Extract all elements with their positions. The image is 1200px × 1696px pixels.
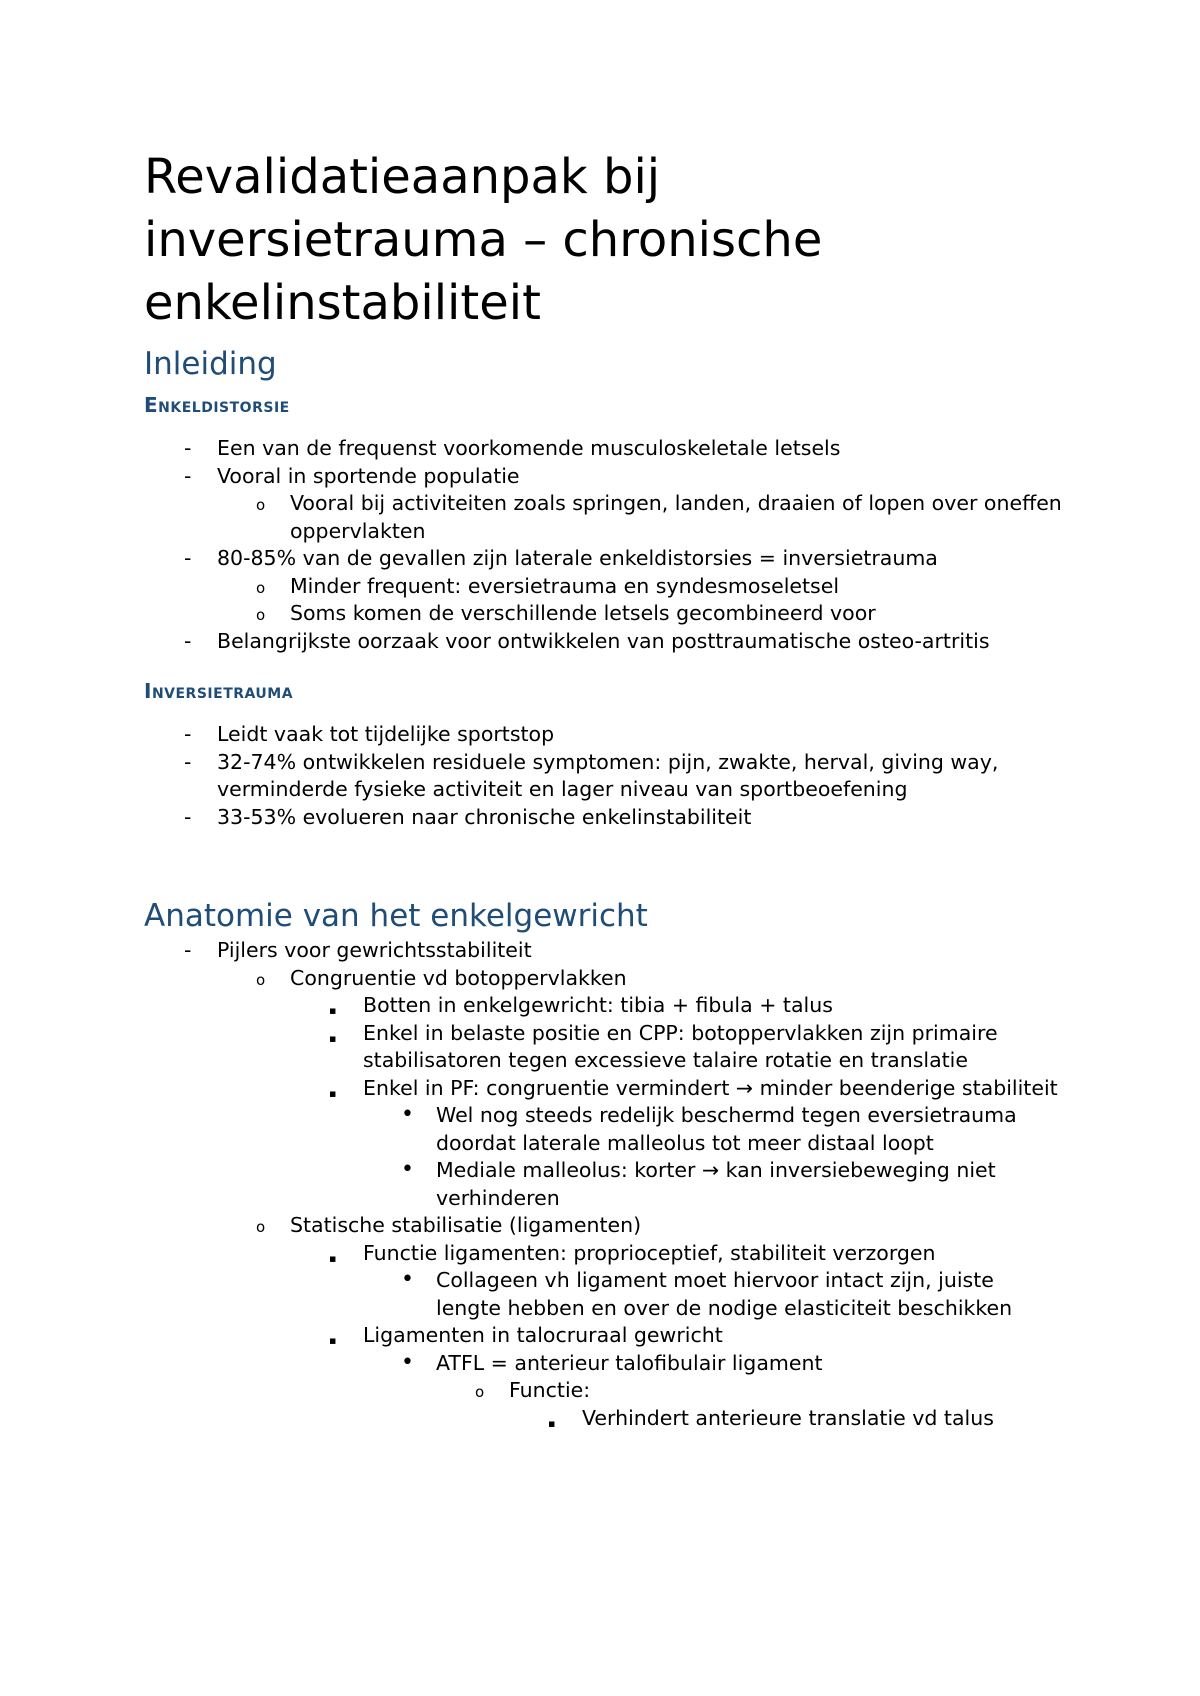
list-item-text: Botten in enkelgewricht: tibia + fibula + talus [363, 993, 833, 1017]
list-inversietrauma [144, 721, 1064, 831]
list-item-text: Soms komen de verschillende letsels gecombineerd voor [290, 601, 876, 625]
list-item [475, 1377, 1064, 1405]
list-item-text: Ligamenten in talocruraal gewricht [363, 1323, 723, 1347]
subsection-heading-inversietrauma: Inversietrauma [144, 679, 294, 703]
list-item [401, 1157, 1064, 1212]
list-item-text: Vooral in sportende populatie [217, 463, 520, 488]
list-item [184, 749, 1064, 804]
list-item [401, 1102, 1064, 1157]
list-item [329, 1020, 1064, 1075]
list-item-text: Wel nog steeds redelijk beschermd tegen eversietrauma doordat laterale malleolus tot meer distaal loopt [436, 1103, 1017, 1155]
list-item [548, 1405, 1064, 1433]
list-item-text: Pijlers voor gewrichtsstabiliteit [217, 938, 532, 962]
title-line: inversietrauma – chronische [144, 212, 823, 268]
list-item [329, 1240, 1064, 1268]
list-anatomie [144, 937, 1064, 1432]
list-item [184, 721, 1064, 749]
list-item-text: 32-74% ontwikkelen residuele symptomen: pijn, zwakte, herval, giving way, verminderde fysieke activiteit en lager niveau van sportbeoefening [217, 749, 999, 801]
square-marker: ▪ [329, 1086, 337, 1100]
subsection-heading-enkeldistorsie: Enkeldistorsie [144, 393, 290, 417]
bullet-marker: • [401, 1267, 414, 1292]
dash-marker: - [184, 804, 192, 829]
bullet-marker: • [401, 1349, 414, 1375]
list-item [256, 1212, 1064, 1240]
square-marker: ▪ [548, 1416, 556, 1430]
list-item-text: Functie ligamenten: proprioceptief, stabiliteit verzorgen [363, 1240, 936, 1265]
document-title [144, 146, 1064, 335]
circle-marker: o [256, 970, 266, 989]
title-line: enkelinstabiliteit [144, 275, 541, 331]
list-item [184, 545, 1064, 573]
bullet-marker: • [401, 1102, 414, 1127]
dash-marker: - [184, 436, 192, 460]
square-marker: ▪ [329, 1031, 337, 1045]
list-item [329, 1075, 1064, 1103]
list-item [184, 435, 1064, 463]
list-item-text: Mediale malleolus: korter → kan inversiebeweging niet verhinderen [436, 1158, 996, 1210]
bullet-marker: • [401, 1157, 414, 1182]
list-item [184, 937, 1064, 965]
list-item-text: Collageen vh ligament moet hiervoor intact zijn, juiste lengte hebben en over de nodige elasticiteit beschikken [436, 1268, 1013, 1320]
list-item-text: Leidt vaak tot tijdelijke sportstop [217, 722, 555, 746]
section-heading-anatomie: Anatomie van het enkelgewricht [144, 898, 648, 934]
list-item-text: 33-53% evolueren naar chronische enkelinstabiliteit [217, 804, 752, 829]
square-marker: ▪ [329, 1334, 337, 1347]
document-page [144, 146, 1064, 1432]
square-marker: ▪ [329, 1251, 337, 1265]
circle-marker: o [256, 606, 266, 624]
list-item [184, 463, 1064, 491]
list-item [184, 804, 1064, 832]
list-item-text: ATFL = anterieur talofibulair ligament [436, 1350, 823, 1375]
list-item [329, 1322, 1064, 1350]
square-marker: ▪ [329, 1004, 337, 1017]
list-item [329, 992, 1064, 1020]
list-item-text: Vooral bij activiteiten zoals springen, landen, draaien of lopen over oneffen oppervlakten [290, 491, 1062, 543]
list-item [256, 573, 1064, 601]
list-item [184, 628, 1064, 656]
list-item [401, 1267, 1064, 1322]
list-item [256, 490, 1064, 545]
dash-marker: - [184, 938, 192, 962]
list-item-text: Statische stabilisatie (ligamenten) [290, 1213, 642, 1237]
dash-marker: - [184, 463, 192, 488]
list-enkeldistorsie [144, 435, 1064, 655]
list-item-text: Enkel in PF: congruentie vermindert → minder beenderige stabiliteit [363, 1075, 1058, 1100]
circle-marker: o [475, 1383, 485, 1401]
dash-marker: - [184, 722, 192, 746]
list-item [401, 1349, 1064, 1378]
circle-marker: o [256, 496, 266, 514]
list-item [256, 965, 1064, 993]
dash-marker: - [184, 749, 192, 774]
list-item-text: Belangrijkste oorzaak voor ontwikkelen van posttraumatische osteo-artritis [217, 628, 990, 653]
list-item-text: 80-85% van de gevallen zijn laterale enkeldistorsies = inversietrauma [217, 546, 938, 570]
list-item-text: Congruentie vd botoppervlakken [290, 965, 627, 990]
dash-marker: - [184, 628, 192, 653]
list-item-text: Minder frequent: eversietrauma en syndesmoseletsel [290, 573, 840, 598]
circle-marker: o [256, 1218, 266, 1236]
list-item [256, 600, 1064, 628]
list-item-text: Functie: [509, 1378, 591, 1402]
list-item-text: Enkel in belaste positie en CPP: botoppervlakken zijn primaire stabilisatoren tegen excessieve talaire rotatie en translatie [363, 1020, 998, 1072]
circle-marker: o [256, 578, 266, 597]
section-heading-inleiding: Inleiding [144, 346, 277, 382]
dash-marker: - [184, 546, 192, 570]
list-item-text: Verhindert anterieure translatie vd talus [582, 1405, 994, 1430]
title-line: Revalidatieaanpak bij [144, 149, 661, 205]
list-item-text: Een van de frequenst voorkomende musculoskeletale letsels [217, 436, 841, 460]
